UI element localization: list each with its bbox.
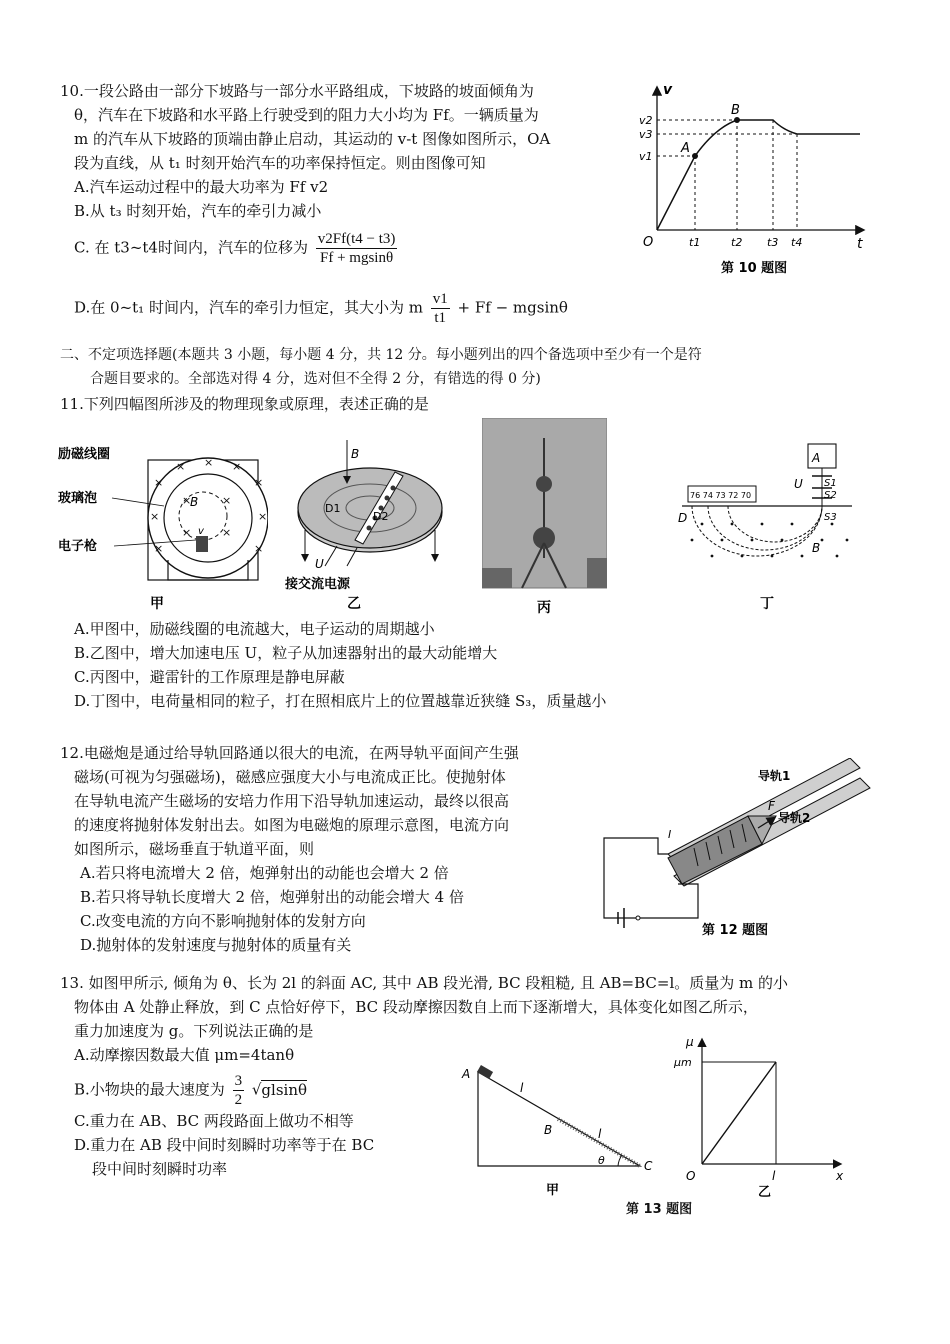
trajectory-2	[708, 506, 822, 550]
v-axis-label: v	[663, 82, 673, 98]
fig-jia-label: 甲	[150, 596, 164, 612]
q10-option-a: A.汽车运动过程中的最大功率为 Ff v2	[74, 178, 329, 196]
svg-text:×: ×	[150, 510, 160, 523]
q12-figure-caption: 第 12 题图	[702, 923, 769, 938]
q10-option-d-numerator: v1	[432, 291, 448, 307]
vt-curve	[657, 120, 860, 230]
q12-railgun-figure	[598, 758, 878, 948]
tower-lower-sphere	[533, 527, 555, 549]
rail-1-label: 导轨1	[758, 769, 791, 783]
q10-option-d-denominator: t1	[434, 310, 447, 326]
s2-label: S2	[824, 490, 837, 501]
mu-axis-label: μ	[686, 1035, 694, 1049]
svg-text:×: ×	[182, 494, 192, 507]
point-c-label: C	[644, 1159, 653, 1173]
plate-ticks: 76 74 73 72 70	[690, 491, 752, 500]
svg-text:×: ×	[222, 494, 232, 507]
svg-text:×: ×	[154, 476, 164, 489]
field-dots	[691, 523, 849, 558]
q11-fig-yi	[285, 440, 455, 620]
current-label: I	[668, 828, 672, 841]
trajectory-1	[692, 506, 822, 556]
q11-option-d: D.丁图中，电荷量相同的粒子，打在照相底片上的位置越靠近狭缝 S₃，质量越小	[74, 692, 607, 710]
segment-bc-label: l	[598, 1127, 602, 1141]
svg-text:×: ×	[258, 510, 268, 523]
q13-option-c: C.重力在 AB、BC 两段路面上做功不相等	[74, 1112, 354, 1130]
q13-option-d-cont: 段中间时刻瞬时功率	[92, 1160, 228, 1178]
coil-label: 励磁线圈	[58, 447, 111, 462]
q13-option-b-fraction	[233, 1072, 245, 1109]
velocity-label: v	[198, 526, 204, 537]
s1-label: S1	[824, 478, 837, 489]
q12-line-4: 的速度将抛射体发射出去。如图为电磁炮的原理示意图，电流方向	[74, 816, 510, 834]
q12-line-3: 在导轨电流产生磁场的安培力作用下沿导轨加速运动，最终以很高	[74, 792, 510, 810]
svg-text:×: ×	[204, 456, 214, 469]
q11-fig-ding	[672, 440, 862, 620]
q13-fig-yi	[672, 1034, 852, 1204]
q10-option-d-tail: + Ff − mgsinθ	[457, 298, 568, 317]
ding-a-label: A	[812, 451, 821, 465]
q10-figure-caption: 第 10 题图	[721, 261, 788, 276]
mu-m-label: μm	[674, 1056, 692, 1069]
section-2-header-1: 二、不定项选择题(本题共 3 小题，每小题 4 分，共 12 分。每小题列出的四个备选项中至少有一个是符	[60, 347, 702, 363]
fig-yi-label: 乙	[347, 596, 361, 612]
v2-label: v2	[639, 114, 653, 127]
q10-option-c-numerator: v2Ff(t4 − t3)	[317, 231, 396, 247]
segment-ab-label: l	[520, 1081, 524, 1095]
q10-option-c	[74, 230, 400, 267]
guide-lines	[657, 120, 797, 230]
q13-option-d: D.重力在 AB 段中间时刻瞬时功率等于在 BC	[74, 1136, 375, 1154]
electron-gun	[196, 536, 208, 552]
theta-label: θ	[598, 1154, 605, 1167]
q10-line-3: m 的汽车从下坡路的顶端由静止启动，其运动的 v-t 图像如图所示，OA	[74, 130, 551, 148]
q10-option-b: B.从 t₃ 时刻开始，汽车的牵引力减小	[74, 202, 322, 220]
q12-option-d: D.抛射体的发射速度与抛射体的质量有关	[80, 936, 352, 954]
l-tick-label: l	[772, 1169, 776, 1183]
gun-label: 电子枪	[58, 539, 98, 554]
q13-line-1: 13. 如图甲所示, 倾角为 θ、长为 2l 的斜面 AC, 其中 AB 段光滑, BC 段粗糙, 且 AB=BC=l。质量为 m 的小	[60, 974, 789, 992]
rail-2-label: 导轨2	[778, 811, 811, 825]
q10-line-2: θ，汽车在下坡路和水平路上行驶受到的阻力大小均为 Ff。一辆质量为	[74, 106, 539, 124]
q13-option-b-text: B.小物块的最大速度为	[74, 1080, 225, 1099]
fig-jia13-label: 甲	[546, 1183, 560, 1198]
point-a-label: A	[462, 1067, 471, 1081]
point-a-dot	[692, 153, 698, 159]
q11-stem: 11.下列四幅图所涉及的物理现象或原理，表述正确的是	[60, 395, 429, 413]
q10-line-1: 10.一段公路由一部分下坡路与一部分水平路组成，下坡路的坡面倾角为	[60, 82, 534, 100]
point-b-label: B	[731, 103, 740, 118]
svg-text:×: ×	[176, 460, 186, 473]
d1-label: D1	[325, 502, 341, 515]
q10-option-d-fraction	[431, 290, 450, 327]
q13-option-a: A.动摩擦因数最大值 μm=4tanθ	[74, 1046, 295, 1064]
ding-u-label: U	[794, 477, 803, 491]
q13-option-b	[74, 1072, 307, 1109]
q11-option-c: C.丙图中，避雷针的工作原理是静电屏蔽	[74, 668, 345, 686]
fig-yi13-label: 乙	[758, 1185, 772, 1200]
q13-fig-jia	[458, 1062, 668, 1202]
q13-figure-caption: 第 13 题图	[626, 1202, 693, 1217]
q11-option-a: A.甲图中，励磁线圈的电流越大，电子运动的周期越小	[74, 620, 435, 638]
field-b-label: B	[190, 495, 199, 509]
t4-label: t4	[791, 236, 803, 249]
q12-option-a: A.若只将电流增大 2 倍，炮弹射出的动能也会增大 2 倍	[80, 864, 449, 882]
q11-option-b: B.乙图中，增大加速电压 U，粒子从加速器射出的最大动能增大	[74, 644, 498, 662]
q10-option-c-denominator: Ff + mgsinθ	[319, 250, 394, 266]
tower-upper-sphere	[536, 476, 552, 492]
yi-u-label: U	[315, 557, 324, 571]
s3-label: S3	[824, 512, 837, 523]
ding-b-label: B	[812, 541, 821, 555]
bulb-label: 玻璃泡	[58, 491, 98, 506]
q12-line-2: 磁场(可视为匀强磁场)，磁感应强度大小与电流成正比。使抛射体	[74, 768, 506, 786]
x-axis-label: x	[836, 1169, 844, 1183]
q13-option-b-numerator: 3	[234, 1073, 243, 1089]
ding-d-label: D	[678, 511, 688, 525]
sqrt-icon: √	[251, 1080, 262, 1099]
q10-option-c-fraction	[316, 230, 398, 267]
svg-text:×: ×	[222, 526, 232, 539]
q10-option-d-text: D.在 0~t₁ 时间内，汽车的牵引力恒定，其大小为 m	[74, 298, 423, 317]
q13-line-3: 重力加速度为 g。下列说法正确的是	[74, 1022, 314, 1040]
t1-label: t1	[689, 236, 701, 249]
v3-label: v3	[639, 128, 653, 141]
ac-source-label: 接交流电源	[285, 577, 351, 592]
svg-text:×: ×	[254, 542, 264, 555]
section-2-header-2: 合题目要求的。全部选对得 4 分，选对但不全得 2 分，有错选的得 0 分)	[90, 371, 541, 387]
q10-option-d	[74, 290, 568, 327]
svg-text:×: ×	[182, 526, 192, 539]
origin-label: O	[643, 235, 654, 250]
q10-vt-graph	[635, 80, 875, 280]
t2-label: t2	[731, 236, 743, 249]
mu-line	[702, 1062, 776, 1164]
point-a-label: A	[681, 141, 690, 156]
q13-option-b-radicand: glsinθ	[261, 1080, 308, 1099]
q11-fig-bing	[482, 418, 607, 620]
q12-option-c: C.改变电流的方向不影响抛射体的发射方向	[80, 912, 366, 930]
q10-line-4: 段为直线，从 t₁ 时刻开始汽车的功率保持恒定。则由图像可知	[74, 154, 486, 172]
q12-line-5: 如图所示，磁场垂直于轨道平面，则	[74, 840, 315, 858]
svg-text:×: ×	[254, 476, 264, 489]
q10-option-c-text: C. 在 t3~t4时间内，汽车的位移为	[74, 238, 308, 257]
force-label: F	[768, 799, 775, 813]
q12-option-b: B.若只将导轨长度增大 2 倍，炮弹射出的动能会增大 4 倍	[80, 888, 464, 906]
t3-label: t3	[767, 236, 779, 249]
q13-option-b-denominator: 2	[234, 1092, 243, 1108]
svg-text:×: ×	[154, 542, 164, 555]
origin-label-13: O	[686, 1169, 696, 1183]
svg-text:×: ×	[232, 460, 242, 473]
q11-fig-jia	[58, 440, 268, 620]
point-b-label: B	[544, 1123, 553, 1137]
v1-label: v1	[639, 150, 653, 163]
yi-b-label: B	[351, 447, 360, 461]
t-axis-label: t	[857, 236, 863, 252]
fig-ding-label: 丁	[760, 596, 774, 612]
fig-bing-label: 丙	[537, 600, 551, 616]
d2-label: D2	[373, 510, 389, 523]
q13-line-2: 物体由 A 处静止释放，到 C 点恰好停下，BC 段动摩擦因数自上而下逐渐增大，具体变化如图乙所示，	[74, 998, 758, 1016]
q12-line-1: 12.电磁炮是通过给导轨回路通以很大的电流，在两导轨平面间产生强	[60, 744, 519, 762]
